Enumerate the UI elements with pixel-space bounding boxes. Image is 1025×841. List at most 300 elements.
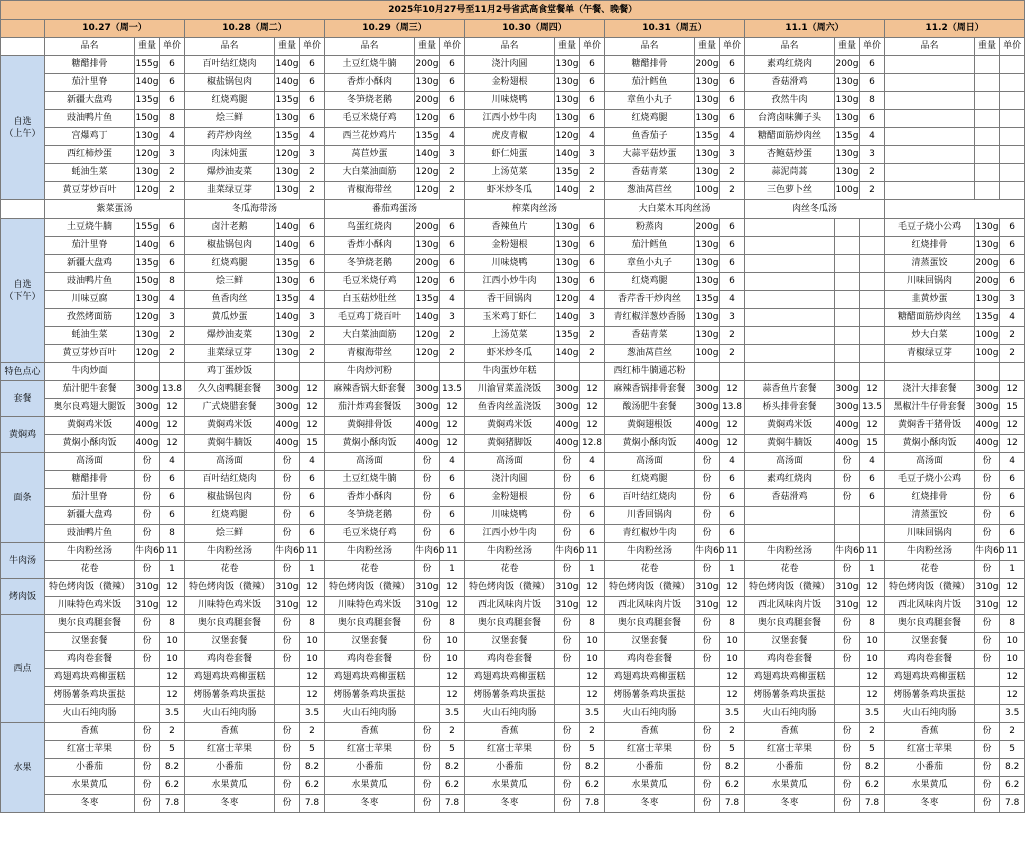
- dish-name: 小番茄: [605, 759, 695, 777]
- dish-name: 川味特色鸡米饭: [45, 597, 135, 615]
- dish-price: [1000, 110, 1025, 128]
- dish-name: 奥尔良鸡腿套餐: [45, 615, 135, 633]
- dish-price: 12: [160, 669, 185, 687]
- dish-price: [860, 507, 885, 525]
- dish-name: 黄焖排骨饭: [325, 417, 415, 435]
- dish-name: 茄汁里脊: [45, 237, 135, 255]
- dish-weight: 份: [975, 633, 1000, 651]
- dish-name: 奥尔良鸡腿套餐: [885, 615, 975, 633]
- dish-weight: [975, 56, 1000, 74]
- dish-weight: 份: [135, 741, 160, 759]
- dish-name: 西红柿炒蛋: [45, 146, 135, 164]
- dish-weight: 130g: [135, 327, 160, 345]
- dish-price: 6: [440, 255, 465, 273]
- dish-name: 炒大白菜: [885, 327, 975, 345]
- dish-name: 川味回锅肉: [885, 273, 975, 291]
- dish-name: 香蕉: [325, 723, 415, 741]
- dish-price: 6: [1000, 471, 1025, 489]
- menu-row: [1, 363, 1025, 381]
- dish-weight: 份: [135, 633, 160, 651]
- dish-name: 奥尔良鸡腿套餐: [185, 615, 275, 633]
- dish-weight: 140g: [275, 219, 300, 237]
- dish-weight: 份: [555, 741, 580, 759]
- dish-name: 豉油鸭片鱼: [45, 273, 135, 291]
- corner-cell: [1, 20, 45, 38]
- dish-price: 12: [580, 687, 605, 705]
- dish-name: 浇汁肉圆: [465, 56, 555, 74]
- dish-price: 6: [720, 489, 745, 507]
- dish-name: 川味烧鸭: [465, 92, 555, 110]
- dish-name: 小番茄: [45, 759, 135, 777]
- dish-weight: 130g: [135, 164, 160, 182]
- dish-name: 毛豆子烧小公鸡: [885, 471, 975, 489]
- dish-name: 牛肉粉丝汤: [745, 543, 835, 561]
- dish-price: 7.8: [300, 795, 325, 813]
- dish-weight: 份: [835, 615, 860, 633]
- dish-name: 川味烧鸭: [465, 255, 555, 273]
- dish-price: 6: [580, 110, 605, 128]
- dish-name: 小番茄: [745, 759, 835, 777]
- dish-weight: 400g: [975, 417, 1000, 435]
- dish-price: 6: [720, 507, 745, 525]
- dish-price: 2: [720, 182, 745, 200]
- dish-name: 特色烤肉饭（微辣）: [605, 579, 695, 597]
- menu-row: [1, 56, 1025, 74]
- dish-weight: [695, 705, 720, 723]
- dish-price: 6: [300, 219, 325, 237]
- dish-weight: 310g: [135, 597, 160, 615]
- dish-name: 爆炒油麦菜: [185, 164, 275, 182]
- dish-price: 2: [300, 723, 325, 741]
- dish-name: 冬枣: [325, 795, 415, 813]
- dish-weight: 140g: [135, 237, 160, 255]
- price-header: 单价: [720, 38, 745, 56]
- dish-weight: 130g: [695, 273, 720, 291]
- dish-weight: 200g: [975, 273, 1000, 291]
- dish-name: 青椒海带丝: [325, 182, 415, 200]
- dish-name: 黄焖小酥肉饭: [885, 435, 975, 453]
- dish-name: 火山石纯肉肠: [185, 705, 275, 723]
- dish-name: 花卷: [745, 561, 835, 579]
- item-name-header: 品名: [465, 38, 555, 56]
- dish-price: 13.8: [160, 381, 185, 399]
- dish-weight: 300g: [555, 399, 580, 417]
- dish-weight: 300g: [135, 399, 160, 417]
- dish-weight: 140g: [555, 182, 580, 200]
- dish-price: [1000, 182, 1025, 200]
- dish-weight: 400g: [135, 435, 160, 453]
- dish-price: 12: [300, 399, 325, 417]
- dish-weight: 400g: [555, 417, 580, 435]
- dish-weight: 份: [275, 795, 300, 813]
- menu-row: [1, 615, 1025, 633]
- dish-price: 4: [720, 291, 745, 309]
- dish-weight: 130g: [695, 327, 720, 345]
- dish-name: 红烧鸡腿: [605, 110, 695, 128]
- dish-name: 药芹炒肉丝: [185, 128, 275, 146]
- dish-weight: 份: [415, 777, 440, 795]
- dish-weight: 130g: [555, 255, 580, 273]
- dish-name: 烤肠薯条鸡块蛋挞: [885, 687, 975, 705]
- dish-weight: 300g: [835, 381, 860, 399]
- dish-name: 鸡丁蛋炒饭: [185, 363, 275, 381]
- dish-name: [885, 182, 975, 200]
- dish-weight: 份: [695, 561, 720, 579]
- dish-name: 浇汁肉圆: [465, 471, 555, 489]
- dish-price: [860, 309, 885, 327]
- dish-name: 冬笋烧老鹅: [325, 92, 415, 110]
- dish-price: 12: [860, 669, 885, 687]
- dish-price: 4: [1000, 453, 1025, 471]
- dish-weight: 份: [695, 741, 720, 759]
- dish-name: 宫爆鸡丁: [45, 128, 135, 146]
- menu-row: [1, 669, 1025, 687]
- dish-price: 3.5: [580, 705, 605, 723]
- dish-weight: 310g: [275, 597, 300, 615]
- dish-name: [745, 309, 835, 327]
- dish-weight: 130g: [975, 219, 1000, 237]
- dish-name: 奥尔良鸡腿套餐: [465, 615, 555, 633]
- dish-weight: 120g: [415, 164, 440, 182]
- dish-weight: 130g: [695, 237, 720, 255]
- dish-price: 7.8: [160, 795, 185, 813]
- dish-price: 12: [720, 579, 745, 597]
- dish-price: 6: [300, 273, 325, 291]
- dish-name: 冬枣: [885, 795, 975, 813]
- dish-price: 4: [580, 128, 605, 146]
- dish-price: 3.5: [440, 705, 465, 723]
- dish-price: 1: [580, 561, 605, 579]
- menu-row: [1, 74, 1025, 92]
- title-row: [1, 1, 1025, 20]
- dish-price: 1: [440, 561, 465, 579]
- dish-weight: 牛肉60: [555, 543, 580, 561]
- dish-name: 烤肠薯条鸡块蛋挞: [185, 687, 275, 705]
- dish-price: 2: [300, 345, 325, 363]
- dish-price: 5: [580, 741, 605, 759]
- dish-name: [745, 327, 835, 345]
- menu-row: [1, 543, 1025, 561]
- price-header: 单价: [1000, 38, 1025, 56]
- dish-price: 12: [580, 399, 605, 417]
- dish-weight: 份: [555, 723, 580, 741]
- dish-name: 黄焖牛腩饭: [185, 435, 275, 453]
- dish-weight: 份: [835, 489, 860, 507]
- dish-price: 15: [300, 435, 325, 453]
- dish-price: [860, 255, 885, 273]
- dish-name: 茄汁肥牛套餐: [45, 381, 135, 399]
- item-name-header: 品名: [605, 38, 695, 56]
- dish-price: 12: [440, 669, 465, 687]
- dish-weight: 120g: [135, 309, 160, 327]
- dish-weight: 140g: [555, 345, 580, 363]
- dish-weight: 400g: [555, 435, 580, 453]
- dish-price: 8.2: [1000, 759, 1025, 777]
- dish-name: 金粉翅根: [465, 237, 555, 255]
- dish-weight: 200g: [835, 56, 860, 74]
- dish-price: 6: [160, 219, 185, 237]
- dish-name: 烩三鲜: [185, 525, 275, 543]
- dish-name: 火山石纯肉肠: [605, 705, 695, 723]
- dish-weight: 份: [555, 759, 580, 777]
- dish-price: 11: [440, 543, 465, 561]
- dish-name: 奥尔良鸡翅大腿饭: [45, 399, 135, 417]
- dish-name: 黄焖翅根饭: [605, 417, 695, 435]
- dish-price: 2: [580, 164, 605, 182]
- dish-price: 10: [720, 633, 745, 651]
- menu-row: [1, 273, 1025, 291]
- dish-price: 2: [440, 182, 465, 200]
- dish-name: 高汤面: [45, 453, 135, 471]
- dish-weight: 400g: [835, 417, 860, 435]
- dish-weight: 310g: [415, 597, 440, 615]
- dish-price: 6: [300, 110, 325, 128]
- dish-weight: 200g: [695, 56, 720, 74]
- dish-price: 2: [1000, 327, 1025, 345]
- dish-price: 6.2: [720, 777, 745, 795]
- dish-weight: 份: [135, 615, 160, 633]
- dish-name: 鸡肉卷套餐: [885, 651, 975, 669]
- dish-name: 火山石纯肉肠: [45, 705, 135, 723]
- dish-name: 金粉翅根: [465, 489, 555, 507]
- dish-price: 12: [720, 597, 745, 615]
- dish-weight: 130g: [835, 110, 860, 128]
- dish-name: 香干回锅肉: [465, 291, 555, 309]
- menu-row: [1, 381, 1025, 399]
- dish-name: 川味烧鸭: [465, 507, 555, 525]
- dish-price: 1: [860, 561, 885, 579]
- dish-name: [885, 110, 975, 128]
- dish-name: 广式烧腊套餐: [185, 399, 275, 417]
- dish-name: 水果黄瓜: [45, 777, 135, 795]
- menu-row: [1, 128, 1025, 146]
- dish-weight: 130g: [695, 309, 720, 327]
- menu-row: [1, 705, 1025, 723]
- dish-name: 杏鲍菇炒蛋: [745, 146, 835, 164]
- dish-weight: 130g: [695, 110, 720, 128]
- dish-price: 12: [160, 399, 185, 417]
- category-label: 西点: [1, 615, 45, 723]
- dish-name: 毛豆米烧仔鸡: [325, 273, 415, 291]
- dish-name: 上汤苋菜: [465, 164, 555, 182]
- dish-weight: 份: [975, 489, 1000, 507]
- dish-price: [1000, 92, 1025, 110]
- dish-name: 白玉菇炒肚丝: [325, 291, 415, 309]
- dish-weight: [835, 273, 860, 291]
- item-name-header: 品名: [325, 38, 415, 56]
- dish-price: 8.2: [860, 759, 885, 777]
- dish-price: 1: [720, 561, 745, 579]
- dish-name: 大蒜平菇炒蛋: [605, 146, 695, 164]
- dish-name: 花卷: [605, 561, 695, 579]
- dish-price: 6: [300, 507, 325, 525]
- dish-weight: 130g: [555, 74, 580, 92]
- dish-weight: 130g: [135, 128, 160, 146]
- dish-price: 4: [860, 453, 885, 471]
- dish-name: 水果黄瓜: [745, 777, 835, 795]
- dish-name: 黄焖小酥肉饭: [325, 435, 415, 453]
- dish-name: 茄汁里脊: [45, 74, 135, 92]
- dish-price: 6: [1000, 255, 1025, 273]
- dish-weight: 份: [135, 777, 160, 795]
- dish-name: 高汤面: [465, 453, 555, 471]
- dish-price: 10: [580, 633, 605, 651]
- dish-name: 高汤面: [185, 453, 275, 471]
- dish-price: [440, 363, 465, 381]
- dish-weight: 310g: [975, 597, 1000, 615]
- dish-name: 毛豆米烧仔鸡: [325, 525, 415, 543]
- dish-weight: 300g: [275, 399, 300, 417]
- dish-price: 12: [160, 687, 185, 705]
- dish-weight: 份: [975, 759, 1000, 777]
- dish-weight: 130g: [415, 237, 440, 255]
- dish-name: 椒盐锅包肉: [185, 489, 275, 507]
- dish-name: 鸡翅鸡块鸡柳蛋糕: [745, 669, 835, 687]
- dish-weight: [835, 255, 860, 273]
- dish-price: 12: [440, 687, 465, 705]
- dish-weight: 140g: [415, 146, 440, 164]
- dish-price: 12: [1000, 669, 1025, 687]
- dish-price: 6: [1000, 489, 1025, 507]
- category-label: 烤肉饭: [1, 579, 45, 615]
- dish-name: 火山石纯肉肠: [745, 705, 835, 723]
- dish-name: 莴苣炒蛋: [325, 146, 415, 164]
- dish-weight: 135g: [275, 255, 300, 273]
- dish-weight: [275, 705, 300, 723]
- dish-price: 6: [300, 255, 325, 273]
- dish-name: [745, 219, 835, 237]
- soup-label-cell: [1, 200, 45, 219]
- dish-name: 黄瓜炒蛋: [185, 309, 275, 327]
- dish-price: 8: [1000, 615, 1025, 633]
- dish-weight: 份: [415, 507, 440, 525]
- dish-weight: 130g: [555, 92, 580, 110]
- dish-weight: 份: [975, 561, 1000, 579]
- item-name-header: 品名: [45, 38, 135, 56]
- dish-weight: 130g: [555, 56, 580, 74]
- dish-price: 12: [720, 417, 745, 435]
- dish-price: 2: [580, 345, 605, 363]
- menu-row: [1, 741, 1025, 759]
- dish-name: 鸡肉卷套餐: [185, 651, 275, 669]
- dish-price: 2: [1000, 345, 1025, 363]
- dish-weight: 150g: [135, 273, 160, 291]
- dish-name: 汉堡套餐: [745, 633, 835, 651]
- dish-weight: [135, 705, 160, 723]
- dish-weight: 140g: [555, 309, 580, 327]
- dish-price: 4: [160, 291, 185, 309]
- dish-price: 12: [860, 597, 885, 615]
- dish-name: 牛肉粉丝汤: [885, 543, 975, 561]
- dish-name: 大白菜油面筋: [325, 164, 415, 182]
- dish-price: 13.5: [440, 381, 465, 399]
- dish-weight: 300g: [415, 381, 440, 399]
- dish-name: 红富士苹果: [325, 741, 415, 759]
- dish-price: 6: [300, 525, 325, 543]
- dish-name: 新疆大盘鸡: [45, 255, 135, 273]
- dish-name: 酸汤肥牛套餐: [605, 399, 695, 417]
- dish-name: 汉堡套餐: [605, 633, 695, 651]
- dish-name: 汉堡套餐: [885, 633, 975, 651]
- dish-weight: [555, 687, 580, 705]
- dish-weight: 310g: [275, 579, 300, 597]
- dish-price: 6: [860, 110, 885, 128]
- dish-weight: 310g: [975, 579, 1000, 597]
- dish-weight: [975, 669, 1000, 687]
- dish-name: 冬枣: [605, 795, 695, 813]
- dish-price: [860, 525, 885, 543]
- menu-row: [1, 345, 1025, 363]
- dish-weight: 130g: [695, 255, 720, 273]
- dish-weight: 135g: [835, 128, 860, 146]
- dish-name: 麻辣香锅大虾套餐: [325, 381, 415, 399]
- dish-weight: 份: [975, 525, 1000, 543]
- dish-name: 孜然烤面筋: [45, 309, 135, 327]
- soup-row: [1, 200, 1025, 219]
- dish-weight: 份: [275, 507, 300, 525]
- dish-name: 豉油鸭片鱼: [45, 525, 135, 543]
- dish-weight: [975, 164, 1000, 182]
- dish-price: 12: [860, 381, 885, 399]
- weight-header: 重量: [695, 38, 720, 56]
- dish-weight: 130g: [835, 164, 860, 182]
- dish-price: 12.8: [580, 435, 605, 453]
- dish-name: 奥尔良鸡腿套餐: [325, 615, 415, 633]
- dish-name: [885, 363, 975, 381]
- dish-weight: 份: [275, 489, 300, 507]
- dish-name: 红烧鸡腿: [185, 255, 275, 273]
- dish-weight: [835, 291, 860, 309]
- dish-weight: 100g: [835, 182, 860, 200]
- dish-weight: 份: [835, 651, 860, 669]
- dish-price: 3: [160, 309, 185, 327]
- menu-row: [1, 327, 1025, 345]
- dish-weight: 份: [275, 651, 300, 669]
- dish-name: 鸡翅鸡块鸡柳蛋糕: [45, 669, 135, 687]
- dish-name: 桥头排骨套餐: [745, 399, 835, 417]
- soup-of-day: 肉丝冬瓜汤: [745, 200, 885, 219]
- dish-name: [885, 128, 975, 146]
- dish-weight: [975, 687, 1000, 705]
- dish-weight: 130g: [975, 237, 1000, 255]
- dish-weight: 135g: [275, 128, 300, 146]
- dish-price: 12: [300, 597, 325, 615]
- dish-name: 江西小炒牛肉: [465, 273, 555, 291]
- dish-name: 糖醋排骨: [605, 56, 695, 74]
- dish-name: 西北风味肉片饭: [605, 597, 695, 615]
- dish-weight: 130g: [835, 92, 860, 110]
- dish-name: 清蒸蛋饺: [885, 507, 975, 525]
- soup-of-day: 大白菜木耳肉丝汤: [605, 200, 745, 219]
- dish-price: [1000, 164, 1025, 182]
- dish-weight: [695, 669, 720, 687]
- dish-name: 川香回锅肉: [605, 507, 695, 525]
- dish-weight: [835, 309, 860, 327]
- dish-name: 久久卤鸭腿套餐: [185, 381, 275, 399]
- dish-name: 烤肠薯条鸡块蛋挞: [745, 687, 835, 705]
- dish-price: 12: [440, 417, 465, 435]
- dish-name: 西兰花炒鸡片: [325, 128, 415, 146]
- dish-weight: 300g: [975, 381, 1000, 399]
- dish-price: 3.5: [160, 705, 185, 723]
- day-header: 11.2（周日）: [885, 20, 1025, 38]
- soup-of-day: [885, 200, 1025, 219]
- dish-name: 韭菜绿豆芽: [185, 182, 275, 200]
- dish-name: 葱油莴苣丝: [605, 345, 695, 363]
- dish-name: 黄豆芽炒百叶: [45, 182, 135, 200]
- dish-price: 6: [720, 471, 745, 489]
- dish-weight: 份: [555, 795, 580, 813]
